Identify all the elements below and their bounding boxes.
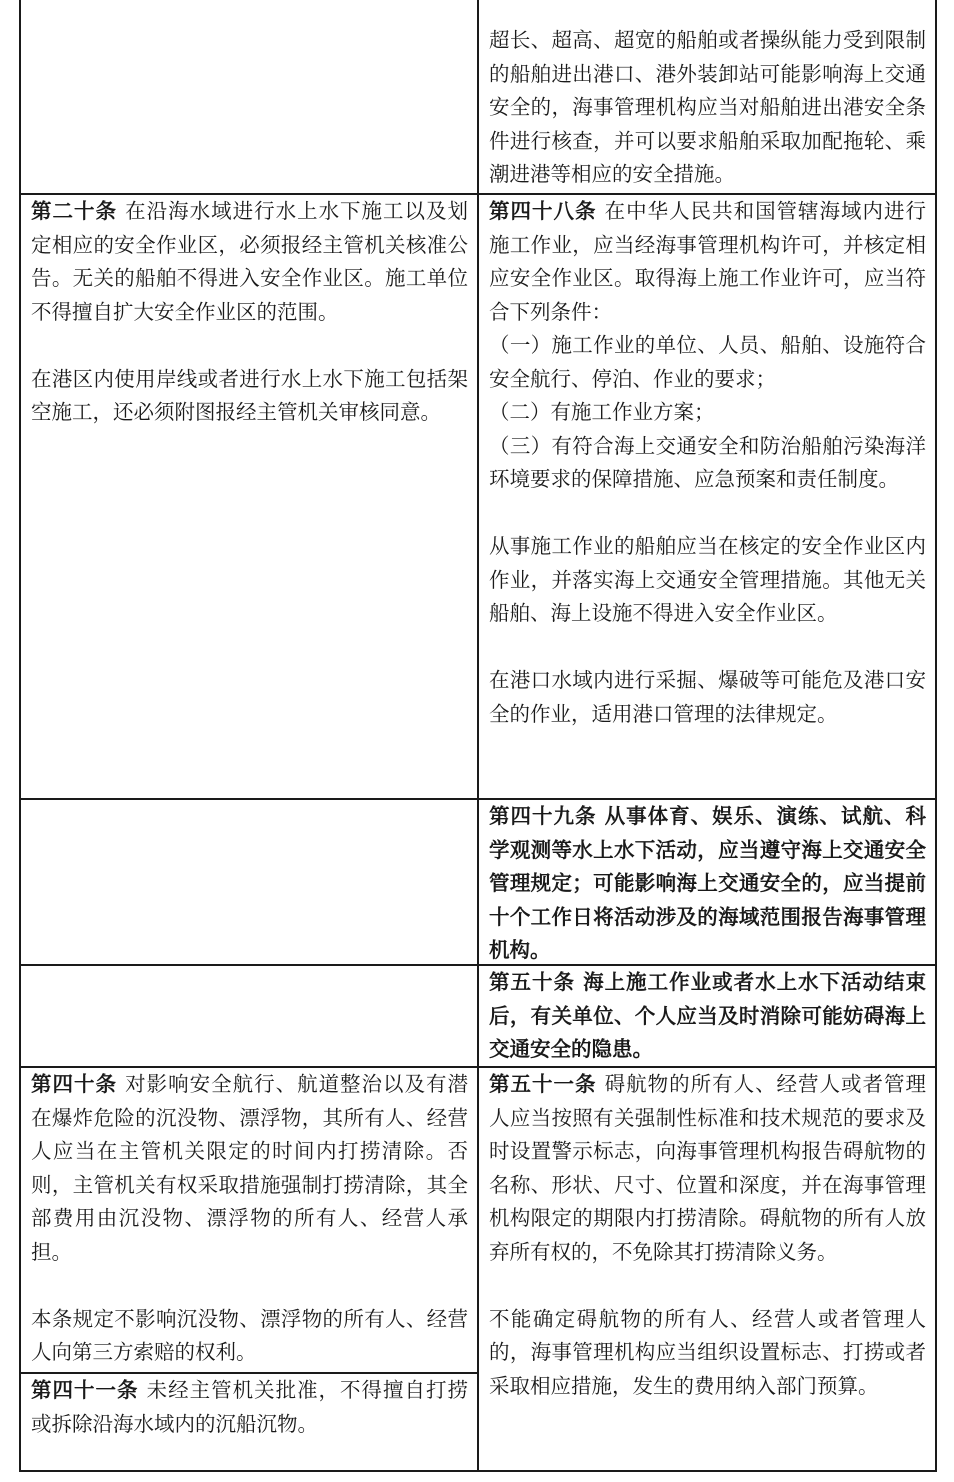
paragraph: 超长、超高、超宽的船舶或者操纵能力受到限制的船舶进出港口、港外装卸站可能影响海上交通安全的，海事管理机构应当对船舶进出港安全条件进行核查，并可以要求船舶采取加配拖轮、乘潮进港等相应的安全措施。: [489, 28, 926, 186]
paragraph: 在港区内使用岸线或者进行水上水下施工包括架空施工，还必须附图报经主管机关审核同意。: [31, 366, 468, 424]
row5-left-cell: [31, 1068, 468, 1370]
article-paragraph: [489, 195, 926, 329]
article-text: 从事体育、娱乐、演练、试航、科学观测等水上水下活动，应当遵守海上交通安全管理规定；可能影响海上交通安全的，应当提前十个工作日将活动涉及的海域范围报告海事管理机构。: [489, 804, 927, 962]
article-number: 第五十一条: [489, 1072, 597, 1096]
article-number: 第二十条: [31, 199, 117, 223]
paragraph: 不能确定碍航物的所有人、经营人或者管理人的，海事管理机构应当组织设置标志、打捞或者采取相应措施，发生的费用纳入部门预算。: [489, 1306, 926, 1398]
article-paragraph: [489, 1068, 926, 1269]
row3-right-cell: [489, 800, 926, 968]
paragraph: 在港口水域内进行采掘、爆破等可能危及港口安全的作业，适用港口管理的法律规定。: [489, 668, 926, 726]
article-number: 第四十九条: [489, 804, 597, 828]
article-paragraph: [489, 800, 926, 968]
table-right-border: [935, 0, 937, 1472]
article-text: 海上施工作业或者水上水下活动结束后，有关单位、个人应当及时消除可能妨碍海上交通安全的隐患。: [489, 970, 927, 1061]
row2-right-cell: [489, 195, 926, 731]
table-left-border: [19, 0, 21, 1472]
table-column-divider: [477, 0, 479, 1472]
article-number: 第四十一条: [31, 1378, 139, 1402]
row5-right-cell: [489, 1068, 926, 1403]
paragraph: 本条规定不影响沉没物、漂浮物的所有人、经营人向第三方索赔的权利。: [31, 1306, 468, 1364]
article-paragraph: [31, 195, 468, 329]
row1-right-cell: [489, 24, 926, 192]
article-paragraph: [31, 1374, 468, 1441]
list-item: （三）有符合海上交通安全和防治船舶污染海洋环境要求的保障措施、应急预案和责任制度。: [489, 433, 926, 491]
article-text: 未经主管机关批准，不得擅自打捞或拆除沿海水域内的沉船沉物。: [31, 1378, 469, 1436]
article-text: 碍航物的所有人、经营人或者管理人应当按照有关强制性标准和技术规范的要求及时设置警示标志，向海事管理机构报告碍航物的名称、形状、尺寸、位置和深度，并在海事管理机构限定的期限内打捞清除。碍航物的所有人放弃所有权的，不免除其打捞清除义务。: [489, 1072, 927, 1264]
article-number: 第四十条: [31, 1072, 117, 1096]
row5-left-cell-lower: [31, 1374, 468, 1441]
article-paragraph: [31, 1068, 468, 1269]
article-text: 对影响安全航行、航道整治以及有潜在爆炸危险的沉没物、漂浮物，其所有人、经营人应当在主管机关限定的时间内打捞清除。否则，主管机关有权采取措施强制打捞清除，其全部费用由沉没物、漂浮物的所有人、经营人承担。: [31, 1072, 469, 1264]
row4-right-cell: [489, 966, 926, 1067]
article-text: 在沿海水域进行水上水下施工以及划定相应的安全作业区，必须报经主管机关核准公告。无关的船舶不得进入安全作业区。施工单位不得擅自扩大安全作业区的范围。: [31, 199, 469, 324]
article-number: 第四十八条: [489, 199, 597, 223]
article-text: 在中华人民共和国管辖海域内进行施工作业，应当经海事管理机构许可，并核定相应安全作业区。取得海上施工作业许可，应当符合下列条件：: [489, 199, 927, 324]
paragraph: 从事施工作业的船舶应当在核定的安全作业区内作业，并落实海上交通安全管理措施。其他无关船舶、海上设施不得进入安全作业区。: [489, 534, 926, 625]
row2-left-cell: [31, 195, 468, 430]
list-item: （二）有施工作业方案；: [489, 400, 715, 424]
article-number: 第五十条: [489, 970, 575, 994]
article-paragraph: [489, 966, 926, 1067]
list-item: （一）施工作业的单位、人员、船舶、设施符合安全航行、停泊、作业的要求；: [489, 333, 926, 391]
table-bottom-border: [19, 1470, 937, 1472]
